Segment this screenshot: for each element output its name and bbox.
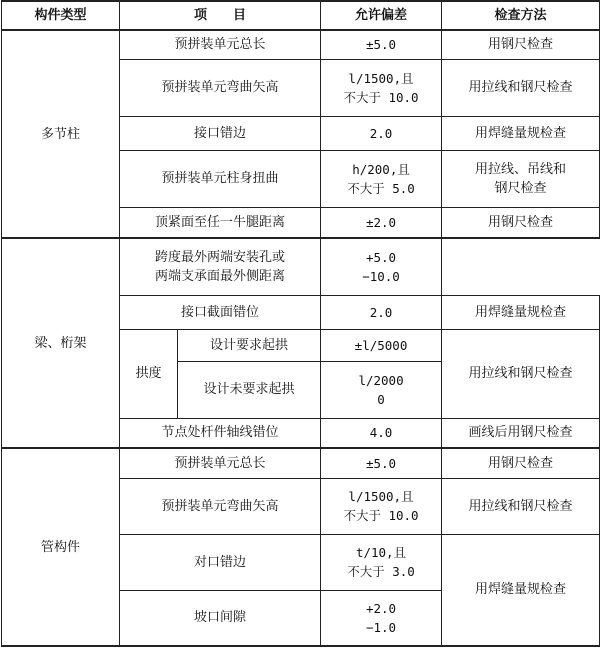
tolerance-line: l/2000 bbox=[358, 372, 404, 388]
item-cell: 节点处杆件轴线错位 bbox=[120, 418, 321, 448]
item-cell: 接口截面错位 bbox=[120, 295, 321, 329]
method-cell-merged: 用钢尺检查 bbox=[442, 207, 600, 238]
group-beam bbox=[2, 238, 600, 448]
tolerance-line: 不大于 5.0 bbox=[347, 180, 415, 196]
tolerance-line: +2.0 bbox=[365, 600, 397, 616]
item-cell: 顶紧面至任一牛腿距离 bbox=[120, 207, 321, 238]
header-type: 构件类型 bbox=[2, 1, 120, 30]
tolerance-cell bbox=[321, 534, 442, 590]
method-line: 用拉线、吊线和 bbox=[475, 161, 567, 177]
tolerance-line: l/1500,且 bbox=[348, 489, 414, 504]
header-tolerance: 允许偏差 bbox=[321, 1, 442, 30]
tolerance-line: l/1500,且 bbox=[348, 70, 414, 86]
item-cell: 预拼装单元弯曲矢高 bbox=[120, 59, 321, 116]
tolerance-line: 0 bbox=[377, 391, 385, 407]
header-row bbox=[2, 1, 600, 30]
method-cell: 画线后用钢尺检查 bbox=[442, 418, 600, 448]
tolerance-cell bbox=[321, 478, 442, 534]
tolerance-cell bbox=[321, 238, 442, 295]
method-cell bbox=[442, 150, 600, 207]
group-type: 管构件 bbox=[2, 448, 120, 646]
tolerance-cell: ±5.0 bbox=[321, 30, 442, 59]
tolerance-line: 不大于 10.0 bbox=[343, 89, 419, 105]
item-line: 两端支承面最外侧距离 bbox=[155, 268, 286, 284]
item-line: 跨度最外两端安装孔或 bbox=[155, 249, 286, 265]
item-cell: 设计要求起拱 bbox=[178, 329, 321, 361]
method-cell: 用拉线和钢尺检查 bbox=[442, 59, 600, 116]
item-cell: 预拼装单元总长 bbox=[120, 30, 321, 59]
header-method: 检查方法 bbox=[442, 1, 600, 30]
group-type: 梁、桁架 bbox=[2, 238, 120, 448]
tolerance-cell bbox=[321, 150, 442, 207]
item-cell: 接口错边 bbox=[120, 116, 321, 150]
tolerance-cell bbox=[321, 590, 442, 646]
method-cell: 用拉线和钢尺检查 bbox=[442, 478, 600, 534]
method-cell-merged: 用拉线和钢尺检查 bbox=[442, 329, 600, 418]
tolerance-cell: ±l/5000 bbox=[321, 329, 442, 361]
tolerance-line: −1.0 bbox=[365, 619, 397, 635]
tolerance-line: t/10,且 bbox=[355, 545, 407, 560]
tolerance-table bbox=[1, 0, 600, 647]
item-cell: 对口错边 bbox=[120, 534, 321, 590]
tolerance-cell bbox=[321, 59, 442, 116]
item-cell: 设计未要求起拱 bbox=[178, 361, 321, 418]
item-cell bbox=[120, 238, 321, 295]
tolerance-line: h/200,且 bbox=[352, 161, 410, 177]
table-row bbox=[2, 30, 600, 59]
item-cell: 预拼装单元柱身扭曲 bbox=[120, 150, 321, 207]
table-row bbox=[2, 448, 600, 478]
method-cell: 用钢尺检查 bbox=[442, 448, 600, 478]
method-cell-merged: 用焊缝量规检查 bbox=[442, 534, 600, 646]
tolerance-cell: ±5.0 bbox=[321, 448, 442, 478]
tolerance-cell: 4.0 bbox=[321, 418, 442, 448]
camber-label: 拱度 bbox=[120, 329, 178, 418]
tolerance-cell: ±2.0 bbox=[321, 207, 442, 238]
item-cell: 预拼装单元弯曲矢高 bbox=[120, 478, 321, 534]
table-row bbox=[2, 238, 600, 295]
method-cell: 用钢尺检查 bbox=[442, 30, 600, 59]
tolerance-line: −10.0 bbox=[362, 268, 400, 284]
group-type: 多节柱 bbox=[2, 30, 120, 238]
tolerance-cell bbox=[321, 361, 442, 418]
tolerance-line: 不大于 3.0 bbox=[347, 564, 415, 579]
tolerance-cell: 2.0 bbox=[321, 295, 442, 329]
group-pipe bbox=[2, 448, 600, 646]
header-item: 项 目 bbox=[120, 1, 321, 30]
item-cell: 坡口间隙 bbox=[120, 590, 321, 646]
tolerance-line: 不大于 10.0 bbox=[343, 508, 419, 523]
item-cell: 预拼装单元总长 bbox=[120, 448, 321, 478]
method-cell: 用焊缝量规检查 bbox=[442, 295, 600, 329]
method-cell: 用焊缝量规检查 bbox=[442, 116, 600, 150]
method-line: 钢尺检查 bbox=[494, 180, 547, 196]
tolerance-line: +5.0 bbox=[365, 249, 397, 265]
group-column bbox=[2, 30, 600, 238]
tolerance-cell: 2.0 bbox=[321, 116, 442, 150]
